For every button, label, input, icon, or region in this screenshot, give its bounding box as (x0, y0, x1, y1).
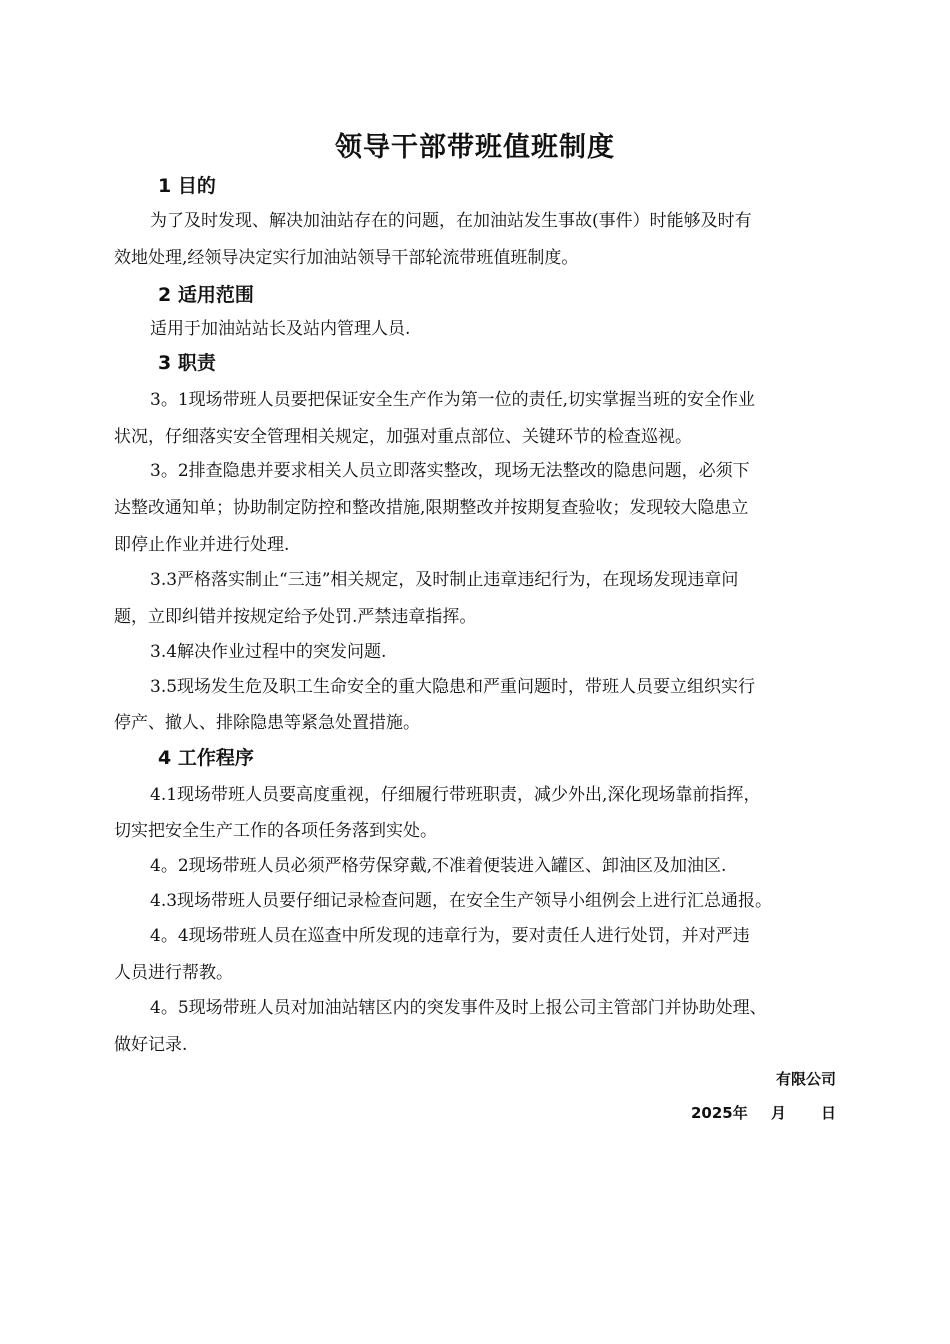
section-heading-scope: 2 适用范围 (158, 284, 254, 306)
paragraph-line: 4。2现场带班人员必须严格劳保穿戴,不准着便装进入罐区、卸油区及加油区. (150, 856, 727, 876)
paragraph-line: 适用于加油站站长及站内管理人员. (150, 319, 411, 339)
paragraph-line: 4.3现场带班人员要仔细记录检查问题，在安全生产领导小组例会上进行汇总通报。 (150, 891, 773, 911)
paragraph-line: 为了及时发现、解决加油站存在的问题，在加油站发生事故(事件）时能够及时有 (150, 211, 752, 231)
signature-day: 日 (821, 1104, 837, 1122)
paragraph-line: 停产、撤人、排除隐患等紧急处置措施。 (114, 713, 420, 733)
section-heading-duties: 3 职责 (158, 352, 216, 374)
paragraph-line: 3.3严格落实制止“三违”相关规定，及时制止违章违纪行为，在现场发现违章问 (150, 570, 739, 590)
paragraph-line: 4。5现场带班人员对加油站辖区内的突发事件及时上报公司主管部门并协助处理、 (150, 998, 767, 1018)
document-title: 领导干部带班值班制度 (335, 132, 615, 163)
paragraph-line: 效地处理,经领导决定实行加油站领导干部轮流带班值班制度。 (114, 248, 579, 268)
paragraph-line: 3。2排查隐患并要求相关人员立即落实整改，现场无法整改的隐患问题，必须下 (150, 461, 750, 481)
paragraph-line: 4。4现场带班人员在巡查中所发现的违章行为，要对责任人进行处罚，并对严违 (150, 926, 750, 946)
paragraph-line: 达整改通知单；协助制定防控和整改措施,限期整改并按期复查验收；发现较大隐患立 (114, 498, 749, 518)
paragraph-line: 3。1现场带班人员要把保证安全生产作为第一位的责任,切实掌握当班的安全作业 (150, 390, 756, 410)
paragraph-line: 题，立即纠错并按规定给予处罚.严禁违章指挥。 (114, 607, 477, 627)
signature-company: 有限公司 (775, 1070, 836, 1088)
paragraph-line: 3.4解决作业过程中的突发问题. (150, 642, 387, 662)
section-heading-procedure: 4 工作程序 (158, 747, 254, 769)
paragraph-line: 人员进行帮教。 (114, 963, 233, 983)
signature-year: 2025年 (691, 1104, 748, 1122)
signature-month: 月 (771, 1104, 787, 1122)
paragraph-line: 状况，仔细落实安全管理相关规定，加强对重点部位、关键环节的检查巡视。 (114, 427, 692, 447)
paragraph-line: 即停止作业并进行处理. (114, 535, 290, 555)
paragraph-line: 做好记录. (114, 1035, 188, 1055)
section-heading-purpose: 1 目的 (158, 175, 216, 197)
paragraph-line: 3.5现场发生危及职工生命安全的重大隐患和严重问题时，带班人员要立组织实行 (150, 677, 756, 697)
paragraph-line: 4.1现场带班人员要高度重视，仔细履行带班职责，减少外出,深化现场靠前指挥， (150, 785, 761, 805)
paragraph-line: 切实把安全生产工作的各项任务落到实处。 (114, 821, 437, 841)
